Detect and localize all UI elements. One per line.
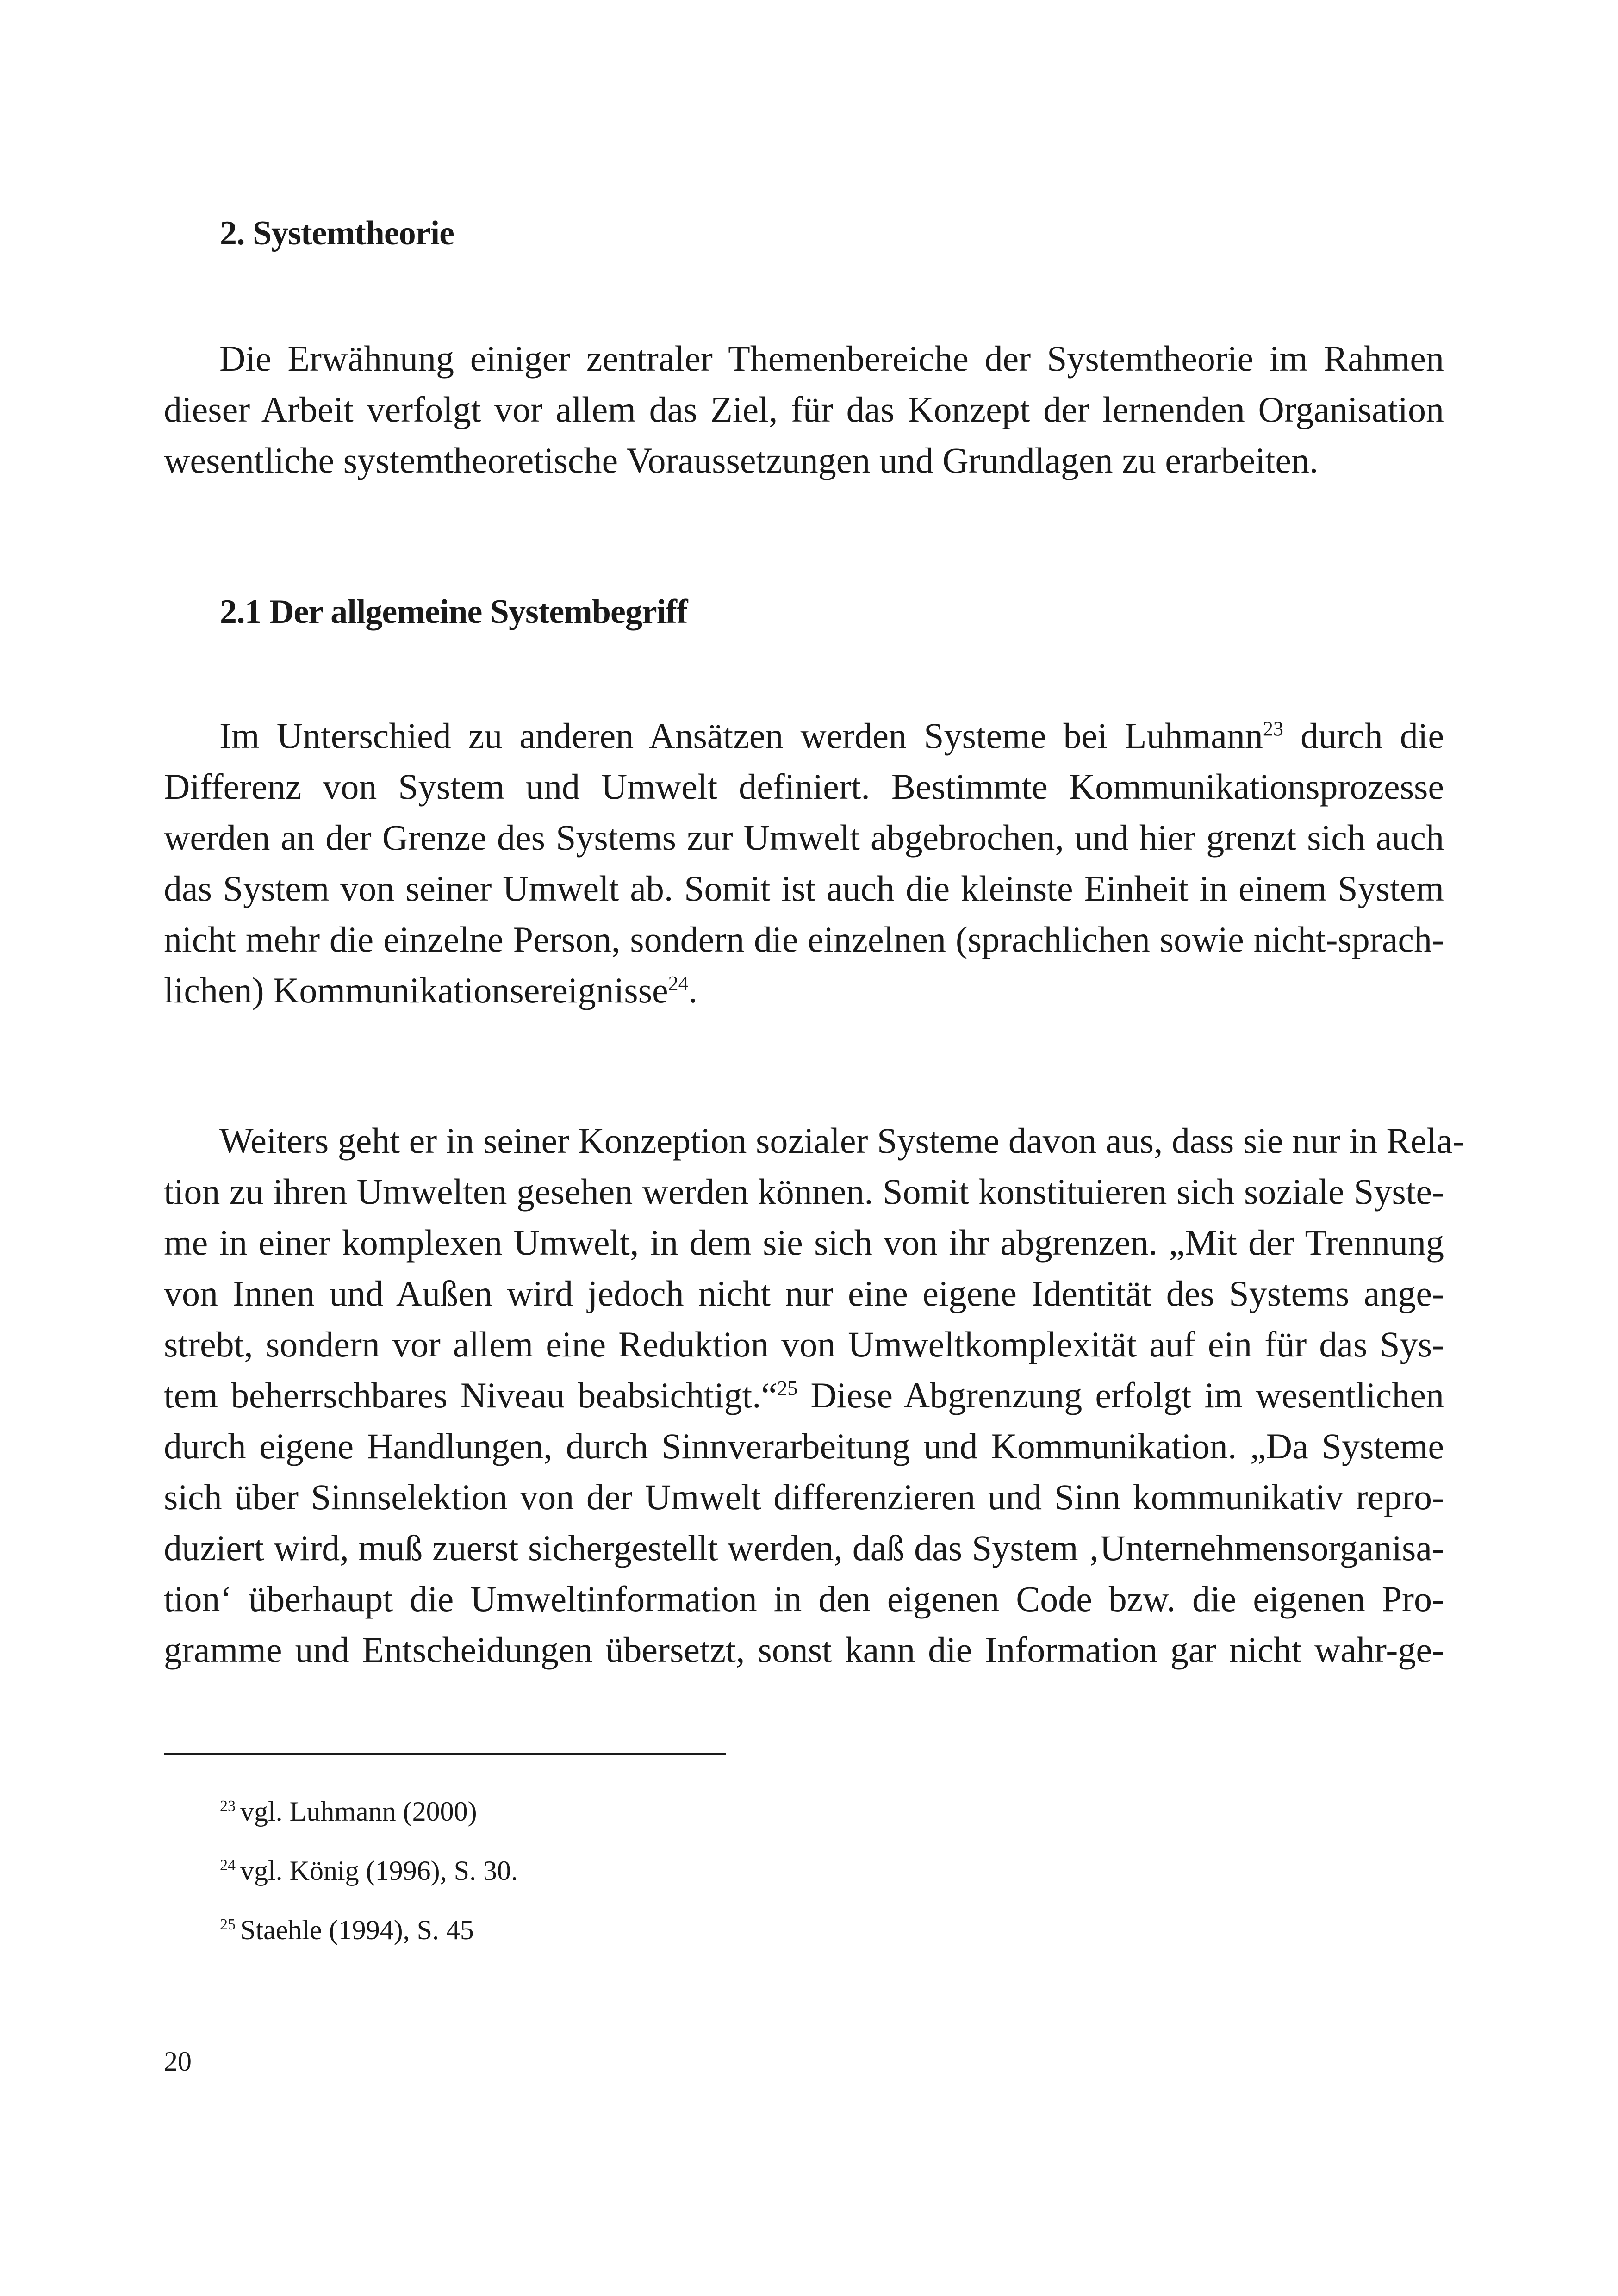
footnote-separator xyxy=(164,1753,726,1755)
paragraph-line: strebt, sondern vor allem eine Reduktion von Umweltkomplexität auf ein für das Sys- xyxy=(164,1324,1444,1364)
paragraph-line xyxy=(164,1370,1444,1421)
footnote-text: vgl. König (1996), S. 30. xyxy=(240,1855,518,1886)
footnote-number: 25 xyxy=(220,1916,236,1933)
footnote xyxy=(220,1855,518,1887)
line-text: Im Unterschied zu anderen Ansätzen werden Systeme bei Luhmann xyxy=(219,716,1263,756)
paragraph-line: Differenz von System und Umwelt definiert. Bestimmte Kommunikationsprozesse xyxy=(164,766,1444,807)
body-paragraph-2 xyxy=(164,1115,1465,1675)
paragraph-line: durch eigene Handlungen, durch Sinnverarbeitung und Kommunikation. „Da Systeme xyxy=(164,1426,1444,1466)
body-paragraph-1 xyxy=(164,710,1444,1016)
paragraph-line xyxy=(164,965,1444,1016)
line-text: tem beherrschbares Niveau beabsichtigt.“ xyxy=(164,1375,778,1415)
paragraph-line: tion‘ überhaupt die Umweltinformation in den eigenen Code bzw. die eigenen Pro- xyxy=(164,1579,1444,1619)
line-text: Diese Abgrenzung erfolgt im wesentlichen xyxy=(797,1375,1444,1415)
paragraph-line: von Innen und Außen wird jedoch nicht nur eine eigene Identität des Systems ange- xyxy=(164,1273,1444,1313)
paragraph-line: wesentliche systemtheoretische Voraussetzungen und Grundlagen zu erarbeiten. xyxy=(164,440,1319,480)
paragraph-line xyxy=(164,710,1444,761)
line-text: durch die xyxy=(1283,716,1444,756)
footnote-ref-25: 25 xyxy=(777,1377,798,1400)
footnote-text: Staehle (1994), S. 45 xyxy=(240,1915,474,1945)
page-number: 20 xyxy=(164,2046,192,2077)
paragraph-line: nicht mehr die einzelne Person, sondern die einzelnen (sprachlichen sowie nicht-sprach- xyxy=(164,919,1444,959)
paragraph-line: Weiters geht er in seiner Konzeption sozialer Systeme davon aus, dass sie nur in Rela- xyxy=(219,1120,1465,1161)
section-heading: 2. Systemtheorie xyxy=(220,214,454,252)
paragraph-line: duziert wird, muß zuerst sichergestellt werden, daß das System ‚Unternehmensorganisa- xyxy=(164,1528,1444,1568)
footnote-text: vgl. Luhmann (2000) xyxy=(240,1796,477,1827)
footnote-ref-24: 24 xyxy=(668,972,689,995)
footnote xyxy=(220,1796,477,1828)
footnote xyxy=(220,1914,474,1946)
footnote-number: 23 xyxy=(220,1798,236,1815)
footnote-ref-23: 23 xyxy=(1263,717,1283,740)
paragraph-line: Die Erwähnung einiger zentraler Themenbereiche der Systemtheorie im Rahmen xyxy=(219,338,1444,379)
intro-paragraph xyxy=(164,333,1444,486)
paragraph-line: dieser Arbeit verfolgt vor allem das Ziel, für das Konzept der lernenden Organisation xyxy=(164,389,1444,429)
line-text: lichen) Kommunikationsereignisse xyxy=(164,970,668,1010)
paragraph-line: me in einer komplexen Umwelt, in dem sie sich von ihr abgrenzen. „Mit der Trennung xyxy=(164,1222,1444,1263)
footnote-number: 24 xyxy=(220,1857,236,1874)
line-text: . xyxy=(688,970,698,1010)
paragraph-line: tion zu ihren Umwelten gesehen werden können. Somit konstituieren sich soziale Syste- xyxy=(164,1171,1444,1212)
paragraph-line: das System von seiner Umwelt ab. Somit ist auch die kleinste Einheit in einem System xyxy=(164,868,1444,908)
paragraph-line: werden an der Grenze des Systems zur Umwelt abgebrochen, und hier grenzt sich auch xyxy=(164,817,1444,858)
paragraph-line: gramme und Entscheidungen übersetzt, sonst kann die Information gar nicht wahr-ge- xyxy=(164,1630,1444,1670)
subsection-heading: 2.1 Der allgemeine Systembegriff xyxy=(220,593,688,631)
paragraph-line: sich über Sinnselektion von der Umwelt differenzieren und Sinn kommunikativ repro- xyxy=(164,1477,1444,1517)
